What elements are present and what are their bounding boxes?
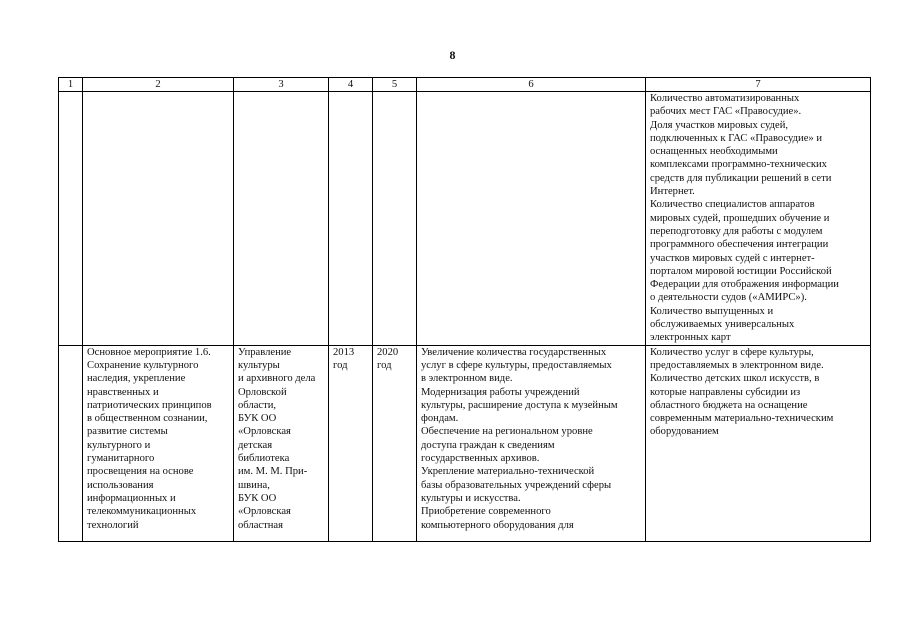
cell-text-line: Количество выпущенных и [650,305,774,317]
table-row [59,92,871,346]
cell-text-line: государственных архивов. [421,453,540,465]
cell-text-line: в электронном виде. [421,373,513,385]
executor-cell [234,92,329,346]
cell-text-line: культуры и искусства. [421,492,521,504]
cell-text-line: Федерации для отображения информации [650,279,839,291]
cell-text-line: Приобретение современного [421,506,551,518]
cell-text-line: Обеспечение на региональном уровне [421,426,593,438]
cell-text-line: «Орловская [238,426,291,438]
cell-text-line: нравственных и [87,386,159,398]
cell-text-line: компьютерного оборудования для [421,519,574,531]
cell-text-line: Количество автоматизированных [650,93,800,104]
cell-text-line: комплексами программно-технических [650,159,827,171]
cell-text-line: год [333,359,348,371]
cell-text-line: доступа граждан к сведениям [421,439,555,451]
end-year-cell [373,345,417,541]
cell-text-line: областного бюджета на оснащение [650,399,808,411]
table-row [59,345,871,541]
cell-text-line: предоставляемых в электронном виде. [650,359,824,371]
indicators-cell [646,92,871,346]
start-year-cell [329,92,373,346]
cell-text-line: в общественном сознании, [87,413,208,425]
cell-text-line: Орловской [238,386,287,398]
end-year-cell [373,92,417,346]
cell-text-line: средств для публикации решений в сети [650,172,832,184]
cell-text-line: рабочих мест ГАС «Правосудие». [650,106,802,118]
cell-text-line: переподготовку для работы с модулем [650,225,823,237]
cell-text-line: технологий [87,519,139,531]
cell-text-line: Увеличение количества государственных [421,346,607,358]
column-number-5: 5 [373,78,417,92]
cell-text-line: Управление [238,346,292,358]
cell-text-line: наследия, укрепление [87,373,186,385]
start-year-cell [329,345,373,541]
column-number-6: 6 [417,78,646,92]
cell-text-line: о деятельности судов («АМИРС»). [650,292,807,304]
cell-text-line: Модернизация работы учреждений [421,386,580,398]
cell-text-line: культуры, расширение доступа к музейным [421,399,618,411]
cell-text-line: области, [238,399,277,411]
cell-text-line: культурного и [87,439,151,451]
cell-text-line: Основное мероприятие 1.6. [87,346,211,358]
cell-text-line: оснащенных необходимыми [650,146,778,158]
cell-text-line: 2013 [333,346,355,358]
cell-text-line: БУК ОО [238,492,277,504]
cell-text-line: патриотических принципов [87,399,212,411]
cell-text-line: БУК ОО [238,413,277,425]
cell-text-line: современным материально-техническим [650,413,834,425]
column-number-7: 7 [646,78,871,92]
cell-text-line: обслуживаемых универсальных [650,319,795,331]
column-number-1: 1 [59,78,83,92]
cell-text-line: которые направлены субсидии из [650,386,801,398]
cell-text-line: Количество специалистов аппаратов [650,199,815,211]
cell-text-line: и архивного дела [238,373,316,385]
cell-text-line: использования [87,479,154,491]
cell-text-line: Количество детских школ искусств, в [650,373,820,385]
cell-text-line: год [377,359,392,371]
cell-text-line: Укрепление материально-технической [421,466,595,478]
cell-text-line: мировых судей, прошедших обучение и [650,212,830,224]
program-table [58,77,871,542]
cell-text-line: участков мировых судей с интернет- [650,252,815,264]
cell-text-line: Интернет. [650,186,695,198]
cell-text-line: им. М. М. При- [238,466,308,478]
executor-cell [234,345,329,541]
cell-text-line: фондам. [421,413,459,425]
indicators-cell [646,345,871,541]
cell-text-line: оборудованием [650,426,719,438]
cell-text-line: информационных и [87,492,176,504]
row-number-cell [59,92,83,346]
cell-text-line: услуг в сфере культуры, предоставляемых [421,359,612,371]
expected-result-cell [417,345,646,541]
column-number-3: 3 [234,78,329,92]
cell-text-line: детская [238,439,273,451]
cell-text-line: базы образовательных учреждений сферы [421,479,612,491]
cell-text-line: гуманитарного [87,453,155,465]
cell-text-line: 2020 [377,346,399,358]
activity-cell [83,92,234,346]
cell-text-line: просвещения на основе [87,466,194,478]
cell-text-line: телекоммуникационных [87,506,197,518]
expected-result-cell [417,92,646,346]
cell-text-line: культуры [238,359,280,371]
cell-text-line: порталом мировой юстиции Российской [650,265,832,277]
cell-text-line: Доля участков мировых судей, [650,119,789,131]
row-number-cell [59,345,83,541]
column-number-4: 4 [329,78,373,92]
cell-text-line: развитие системы [87,426,168,438]
cell-text-line: областная [238,519,283,531]
cell-text-line: библиотека [238,453,290,465]
cell-text-line: Сохранение культурного [87,359,199,371]
column-number-2: 2 [83,78,234,92]
cell-text-line: подключенных к ГАС «Правосудие» и [650,132,823,144]
activity-cell [83,345,234,541]
page-number: 8 [449,48,456,62]
cell-text-line: программного обеспечения интеграции [650,239,829,251]
table-header-row [59,78,871,92]
cell-text-line: «Орловская [238,506,291,518]
cell-text-line: Количество услуг в сфере культуры, [650,346,814,358]
cell-text-line: швина, [238,479,270,491]
cell-text-line: электронных карт [650,332,731,344]
